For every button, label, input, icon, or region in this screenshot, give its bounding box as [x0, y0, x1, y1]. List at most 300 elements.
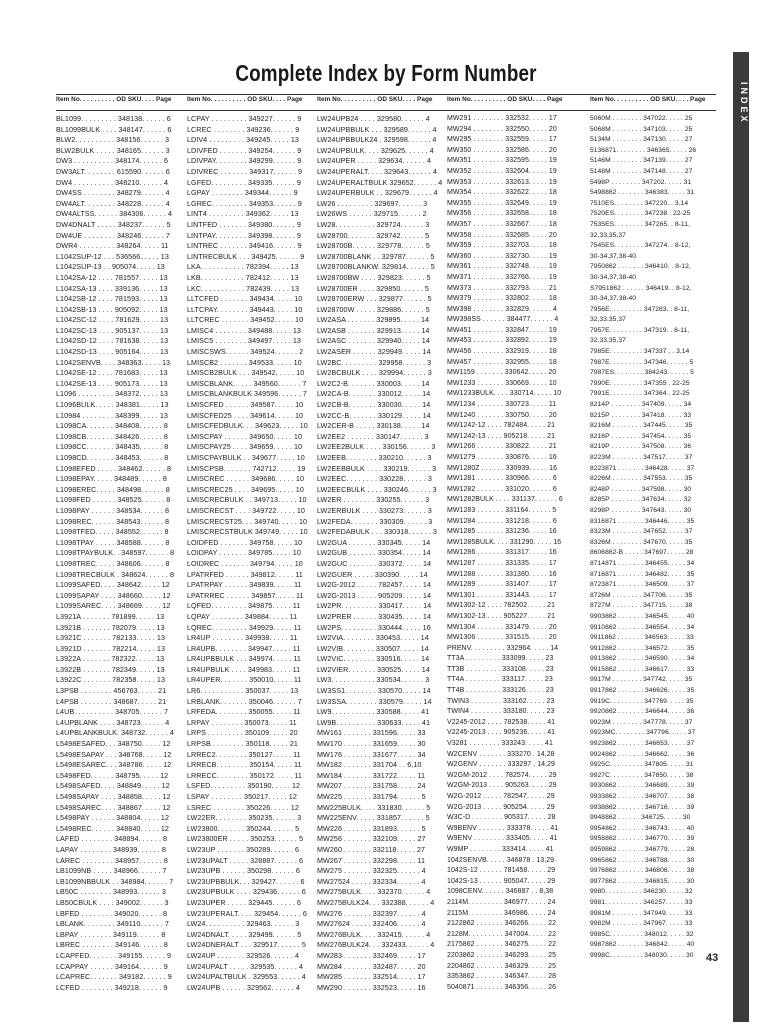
index-entry: 9987862 . . . . . . . 346842. . . . . 40 [590, 941, 695, 949]
index-entry: LMISC5 . . . . . . . . 349497. . . . . 13 [187, 336, 301, 346]
index-entry: L1042SUP-13 . . 905074. . . . . 13 [56, 262, 165, 272]
index-entry: LW2CA-B. . . . . . . 330012. . . . . 14 [317, 389, 431, 399]
index-entry: MW225BULK. . . . 331830. . . . . . 5 [317, 802, 431, 812]
index-entry: MW356 . . . . . . . . 332658. . . . . 18 [447, 210, 557, 218]
index-entry: LW2CB-B. . . . . . . 330030. . . . . 14 [317, 400, 431, 410]
index-entry: MW358 . . . . . . . . 332685. . . . . 20 [447, 231, 557, 239]
index-entry: LW23800. . . . . . . 350244. . . . . . 5 [187, 823, 300, 833]
index-entry: LCAPPAY . . . . . . 349164. . . . . . 9 [56, 961, 168, 971]
index-entry: LRPAY . . . . . . . . 350073. . . . . 11 [187, 717, 297, 727]
index-entry: LW23UPBBULK. . . 329427. . . . . . 6 [187, 876, 305, 886]
index-entry: 7985E. . . . . . . . . 347337 . . 3,14 [590, 348, 690, 356]
index-entry: LW2GUC . . . . . . . 330372. . . . . 14 [317, 558, 432, 568]
index-entry: LRRECB. . . . . . . . 350154. . . . . 11 [187, 760, 302, 770]
index-entry: S7951862 . . . . . . 346419. . 8-12, [590, 284, 692, 292]
index-entry: MW176 . . . . . . . 331677. . . . . 34 [317, 749, 426, 759]
index-entry: 30-34,37,38-40 [590, 295, 637, 303]
index-entry: TT4A . . . . . . . . . 333117. . . . . 23 [447, 676, 553, 684]
index-entry: L3921B . . . . . . . 782079. . . . . 13 [56, 622, 165, 632]
index-entry: L1042SE-12 . . . . 781683. . . . . 13 [56, 368, 168, 378]
index-entry: LSPAY . . . . . . . . 350217. . . . . 12 [187, 792, 297, 801]
index-entry: MW360 . . . . . . . . 332730. . . . . 19 [447, 252, 557, 260]
index-entry: MW1159 . . . . . . . 330642. . . . . 20 [447, 369, 557, 377]
index-entry: LW23800ER . . . . . 350253. . . . . . 5 [187, 834, 304, 844]
index-entry: LW2G-2012 . . . . . 782457. . . . . 14 [317, 580, 432, 590]
index-entry: MW359 . . . . . . . . 332703. . . . . 18 [447, 242, 557, 250]
index-entry: L3921C . . . . . . . 782133. . . . . 13 [56, 633, 166, 643]
index-entry: MW398SS . . . . . . 384477. . . . . . 4 [447, 316, 559, 324]
index-entry: L1098TPAYBULK. . 348597. . . . . . 8 [56, 548, 175, 558]
index-entry: 7987ES. . . . . . . . 384243. . . . . . 5 [590, 369, 694, 377]
index-entry: LDIVPAY. . . . . . . . 349299. . . . . . 9 [187, 156, 302, 166]
index-entry: LW24UPERBULK . . 329679. . . . . . 4 [317, 188, 438, 198]
index-entry: MW1304 . . . . . . . 331479. . . . . 20 [447, 623, 557, 631]
index-entry: 9927C. . . . . . . . . 347850. . . . . 38 [590, 771, 694, 779]
index-entry: LW28700BLANK . . 329787. . . . . . 5 [317, 251, 435, 261]
index-entry: LW2GUB . . . . . . . 330354. . . . . 14 [317, 548, 431, 558]
index-entry: 9917M . . . . . . . . 347742. . . . . 35 [590, 676, 693, 684]
index-entry: 8726M . . . . . . . . 347706. . . . . 35 [590, 591, 693, 599]
index-entry: L5498ESAFED. . . 348750. . . . . 12 [56, 739, 171, 749]
index-entry: LB50C . . . . . . . . 348993. . . . . . 3 [56, 887, 166, 897]
index-entry: LW24UPALTBULK . 329553. . . . . . 4 [187, 972, 306, 982]
index-entry: LW2ASER . . . . . . 329949. . . . . 14 [317, 347, 431, 357]
index-entry: TT4B . . . . . . . . . 333126. . . . . 23 [447, 687, 554, 695]
index-entry: LW26WS . . . . . . 329715. . . . . . 2 [317, 209, 427, 219]
index-entry: LRREC2. . . . . . . . 350127. . . . . 11 [187, 749, 301, 759]
index-entry: 1098CENV. . . . . . 346887 . . 8,38 [447, 888, 554, 896]
index-entry: MW350 . . . . . . . . 332586. . . . . 20 [447, 146, 557, 154]
index-entry: LDIVFED . . . . . . . 349254. . . . . . 9 [187, 145, 302, 155]
index-entry: BLW2BULK . . . . . 348165. . . . . . 3 [56, 145, 170, 155]
index-entry: L5498FED. . . . . . 348795. . . . . 12 [56, 770, 169, 780]
index-entry: LW2EECBULK . . . . 330246. . . . . . 3 [317, 484, 437, 494]
index-entry: L3921A . . . . . . . 781899. . . . . 13 [56, 611, 165, 621]
index-entry: LPATRREC . . . . . . 349857. . . . . 11 [187, 590, 304, 600]
index-entry: MW276 . . . . . . . 332397. . . . . . 4 [317, 908, 426, 918]
index-entry: L5498SAREC. . . . 348867. . . . . 12 [56, 802, 171, 812]
index-entry: LW24DNERALT . . . 329517. . . . . . 5 [187, 940, 306, 950]
index-entry: LKC. . . . . . . . . . . 782439. . . . . 13 [187, 283, 300, 293]
index-entry: LGPAY . . . . . . . . 349344. . . . . . 9 [187, 188, 298, 198]
index-entry: 9919C. . . . . . . . . 347769. . . . . 35 [590, 697, 694, 705]
index-entry: L5498ESAREC. . . 348786. . . . . 12 [56, 760, 172, 770]
index-entry: MW291 . . . . . . . . 332532. . . . . 17 [447, 115, 557, 122]
index-entry: LW24UPER . . . . . 329634. . . . . . 4 [317, 156, 432, 166]
index-entry: 9903862 . . . . . . . 346545. . . . . 40 [590, 612, 695, 620]
index-entry: LW2VIC. . . . . . . . 330516. . . . . 14 [317, 654, 430, 664]
index-entry: MW283 . . . . . . . 332469. . . . . 17 [317, 950, 426, 960]
index-entry: L1098REC. . . . . . 348543. . . . . . 8 [56, 516, 170, 526]
index-entry: W2GENV . . . . . . . 333297 . 14,29 [447, 761, 555, 769]
index-entry: MW1301 . . . . . . . 331443. . . . . 17 [447, 591, 557, 599]
index-entry: LW2CER-B . . . . . 330138. . . . . 14 [317, 421, 430, 431]
index-entry: L1096 . . . . . . . . . 348372. . . . . 13 [56, 389, 168, 399]
index-entry: L1042SUP-12 . . . 536566. . . . . 13 [56, 251, 169, 261]
index-entry: W2GM-2013 . . . . 905263. . . . . 29 [447, 782, 557, 790]
index-entry: LW28700W . . . . . 329886. . . . . . 5 [317, 304, 430, 314]
index-entry: LMISCB2BULK . . . 349542. . . . . 10 [187, 368, 305, 378]
index-entry: DWR4 . . . . . . . . . 348264. . . . . 11 [56, 241, 169, 251]
index-entry: LDIV4 . . . . . . . . . 349245. . . . . 13 [187, 135, 299, 145]
index-entry: L1098EREC. . . . . 348498. . . . . . 8 [56, 484, 170, 494]
index-entry: L1098TFED. . . . . 348552. . . . . . 8 [56, 527, 169, 537]
index-entry: LW28700. . . . . . . 329742. . . . . . 5 [317, 230, 430, 240]
column-header-row [56, 96, 716, 110]
index-entry: 8248P . . . . . . . . 347598. . . . . 30 [590, 485, 692, 493]
index-entry: L1042SENVB. . . . 348363. . . . . 13 [56, 357, 171, 367]
index-entry: LSREC . . . . . . . . 350226. . . . . 12 [187, 802, 299, 812]
index-entry: DW4ALT. . . . . . . . 348228. . . . . . 4 [56, 198, 170, 208]
index-entry: MW1282 . . . . . . . 331020. . . . . . 6 [447, 485, 557, 493]
index-entry: LMISCFED . . . . . . 349587. . . . . 10 [187, 400, 304, 410]
index-entry: LBPAY . . . . . . . . 349119. . . . . . 8 [56, 929, 166, 939]
index-entry: BL1099BULK . . . . 348147. . . . . . 6 [56, 124, 172, 134]
index-entry: 2203862 . . . . . . . 346293. . . . . 25 [447, 951, 557, 959]
index-column-1 [56, 114, 182, 993]
page-number: 43 [706, 952, 719, 964]
index-entry: 5040871 . . . . . . . 346356. . . . . 26 [447, 983, 557, 991]
index-entry: DW4 . . . . . . . . . . 348210. . . . . . 4 [56, 177, 169, 187]
index-entry: LW2BC. . . . . . . . . 329958. . . . . . 3 [317, 357, 432, 367]
index-entry: L1042SC-12 . . . . 781629. . . . . 13 [56, 315, 169, 325]
index-entry: 7950862 . . . . . . . 346410. . 8-12, [590, 263, 691, 271]
index-entry: L1098CC. . . . . . . 348435. . . . . . 8 [56, 442, 169, 452]
index-entry: BL1099. . . . . . . . . 348138. . . . . . 6 [56, 114, 171, 123]
index-entry: LOIDPAY . . . . . . . 349785. . . . . 10 [187, 548, 301, 558]
index-entry: MW284 . . . . . . . 332487. . . . . 20 [317, 961, 426, 971]
index-entry: L1042SC-13 . . . . 905137. . . . . 13 [56, 325, 169, 335]
index-entry: LR4UPB. . . . . . . . 349947. . . . . 11 [187, 643, 301, 653]
index-entry: W2G-2012 . . . . . 782547. . . . . 29 [447, 793, 555, 800]
index-entry: MW1287 . . . . . . . 331335. . . . . 17 [447, 559, 557, 567]
index-entry: LOIDREC . . . . . . . 349794. . . . . 10 [187, 558, 303, 568]
index-entry: MW379 . . . . . . . . 332802. . . . . 18 [447, 295, 557, 303]
index-entry: LW2G-2013 . . . . . 905209. . . . . 14 [317, 590, 432, 600]
index-entry: 7956E. . . . . . . . . 347283. . 8-11, [590, 305, 690, 313]
index-entry: 2114M. . . . . . . . . 346977. . . . . 24 [447, 898, 556, 906]
index-entry: 9923M . . . . . . . . 347778. . . . . 37 [590, 718, 693, 726]
index-entry: LW24UPBULK. . . . 329625. . . . . . 4 [317, 145, 434, 155]
index-entry: 8323M . . . . . . . . 347652. . . . . 37 [590, 528, 693, 536]
index-entry: MW275 . . . . . . . 332325. . . . . . 4 [317, 866, 426, 876]
index-entry: 8219P . . . . . . . . 347508. . . . . 36 [590, 443, 692, 451]
index-entry: LRRECC. . . . . . . . 350172. . . . . 11 [187, 770, 302, 780]
index-entry: 8223871 . . . . . . . 346428. . . . . 37 [590, 464, 695, 472]
index-entry: MW294 . . . . . . . . 332550. . . . . 20 [447, 125, 557, 133]
index-entry: MW290 . . . . . . . 332523. . . . . 16 [317, 982, 426, 992]
index-entry: LMISCREC . . . . . . 349686. . . . . 10 [187, 474, 304, 484]
index-entry: L3922A . . . . . . . 782322. . . . . 13 [56, 654, 165, 664]
index-entry: L1098CD. . . . . . . 348453. . . . . . 8 [56, 453, 169, 462]
index-entry: L5498REC. . . . . . 348840. . . . . 12 [56, 823, 169, 833]
index-column-3 [317, 114, 443, 993]
index-entry: MW451 . . . . . . . . 332847. . . . . 19 [447, 326, 557, 334]
index-entry: LQREC. . . . . . . . . 349929. . . . . 11 [187, 622, 302, 632]
index-entry: LR4UP . . . . . . . . 349938. . . . . 11 [187, 633, 298, 643]
index-entry: MW275BULK24. . . 332388. . . . . . 4 [317, 897, 435, 907]
index-entry: MW256 . . . . . . . 332109. . . . . 27 [317, 834, 426, 844]
index-entry: 8716871 . . . . . . . 346482. . . . . 35 [590, 570, 695, 578]
index-entry: 9920862 . . . . . . . 346644. . . . . 36 [590, 708, 695, 716]
index-entry: LR4UPBULK . . . . 349983. . . . . 11 [187, 664, 301, 674]
column-header-1: Item No. . . . . . . . . . OD SKU. . . . Page [56, 96, 172, 103]
index-entry: LW23UP . . . . . . . 350289. . . . . . 6 [187, 844, 299, 854]
index-entry: BLW2. . . . . . . . . . 348156. . . . . . 3 [56, 135, 170, 145]
index-entry: MW1285 . . . . . . . 331236. . . . . 16 [447, 528, 557, 536]
index-entry: 7987E. . . . . . . . . 347346. . . . . . 5 [590, 358, 694, 366]
index-entry: L5498SAFED. . . . 348849. . . . . 12 [56, 781, 170, 791]
index-entry: MW1284 . . . . . . . 331218. . . . . . 6 [447, 517, 557, 525]
index-entry: LW24UPERALT. . . . 329643. . . . . . 4 [317, 166, 437, 176]
index-entry: L1096BULK. . . . . 348381. . . . . 13 [56, 400, 169, 410]
index-entry: 5146M . . . . . . . . 347139. . . . . 27 [590, 157, 693, 165]
index-entry: MW357 . . . . . . . . 332667. . . . . 18 [447, 220, 557, 228]
index-entry: L10984 . . . . . . . . 348399. . . . . 13 [56, 410, 168, 420]
index-entry: 9985C. . . . . . . . . 348012. . . . . 32 [590, 930, 694, 938]
index-entry: 9977862 . . . . . . . 346815. . . . . 30 [590, 877, 695, 885]
index-entry: LMISCREC25 . . . . 349695. . . . . 10 [187, 484, 304, 494]
index-entry: LW24UPBBULK . . . 329589. . . . . . 4 [317, 124, 437, 134]
index-entry: LW2C2-B. . . . . . . 330003. . . . . 14 [317, 378, 430, 388]
index-entry: TWIN4 . . . . . . . . 333180. . . . . 23 [447, 708, 555, 716]
index-entry: 9930862 . . . . . . . 346689. . . . . 39 [590, 782, 695, 790]
index-entry: MW1266 . . . . . . . 330822. . . . . 21 [447, 443, 557, 451]
index-entry: V2245-2013 . . . . 905236. . . . . 41 [447, 729, 556, 737]
index-entry: LINTRECBULK . . . 349425. . . . . . 9 [187, 251, 305, 261]
index-entry: L5498SAPAY . . . . 348858. . . . . 12 [56, 792, 171, 801]
index-entry: MW373 . . . . . . . . 332793. . . . . 21 [447, 284, 557, 292]
index-entry: LINT4 . . . . . . . . . 349362. . . . . 13 [187, 209, 299, 219]
index-entry: LW22ER. . . . . . . . 350235. . . . . . 3 [187, 813, 302, 823]
index-entry: LBLANK. . . . . . . . 349110. . . . . . 7 [56, 919, 169, 929]
index-entry: LCAPREC. . . . . . . 349182. . . . . . 9 [56, 972, 172, 982]
column-header-5: Item No. . . . . . . . . . OD SKU. . . . Page [590, 96, 706, 103]
index-entry: MW456 . . . . . . . . 332919. . . . . 18 [447, 348, 557, 356]
index-entry: L1042SB-12 . . . . 781593. . . . . 13 [56, 294, 168, 304]
index-entry: 9933862 . . . . . . . 346707. . . . . 38 [590, 793, 695, 800]
index-entry: L4UPBLANK . . . . 348723. . . . . . 4 [56, 717, 170, 727]
index-entry: MW1302-12 . . . . 782502. . . . . 21 [447, 602, 556, 610]
index-entry: LW2VIER. . . . . . . 330525. . . . . 14 [317, 664, 430, 674]
index-entry: LW2EEB. . . . . . . . 330210. . . . . . 3 [317, 453, 432, 462]
index-entry: 8214P . . . . . . . . 347409. . . . . 34 [590, 401, 692, 409]
index-entry: LCREC . . . . . . . . 349236. . . . . . 9 [187, 124, 300, 134]
index-entry: V2245-2012 . . . . 782538. . . . . 41 [447, 718, 556, 726]
index-entry: 9948862 . . . . . . 346725. . . . . 30 [590, 814, 691, 822]
index-entry: W9ENV . . . . . . . . 333405. . . . . 41 [447, 835, 558, 843]
index-entry: LKA. . . . . . . . . . . 782394. . . . . 13 [187, 262, 299, 272]
index-entry: MW260 . . . . . . . 332118. . . . . 27 [317, 844, 426, 854]
index-entry: 5498862 . . . . . . . 346383. . . . . 31 [590, 189, 695, 197]
index-entry: LINTPAY. . . . . . . . 349398. . . . . . 9 [187, 230, 301, 240]
index-entry: DW4UE . . . . . . . . 348246. . . . . . 7 [56, 230, 170, 240]
index-entry: 9982M . . . . . . . . 347967. . . . . 33 [590, 920, 693, 928]
column-header-2: Item No. . . . . . . . . . OD SKU. . . . Page [187, 96, 303, 103]
index-entry: DW3 . . . . . . . . . . 348174. . . . . . 6 [56, 156, 169, 166]
index-entry: LMISCB2 . . . . . . . 349533. . . . . 10 [187, 357, 302, 367]
index-entry: 9981M . . . . . . . . 347949. . . . . 33 [590, 909, 693, 917]
index-entry: LW23UPERALT. . . . 329454. . . . . . 6 [187, 908, 307, 918]
index-entry: LAPAY . . . . . . . . 348939. . . . . . 8 [56, 844, 166, 854]
index-page [56, 52, 719, 1002]
index-entry: L5498PAY . . . . . . 348804. . . . . 12 [56, 813, 170, 823]
index-entry: 8285P . . . . . . . . 347634. . . . . 32 [590, 496, 692, 504]
index-entry: LW2FEDABULK . . . 330318. . . . . . 3 [317, 527, 437, 537]
index-entry: L4PSB . . . . . . . . 348687. . . . . 21 [56, 696, 167, 706]
index-entry: 5068M . . . . . . . . 347103. . . . . 25 [590, 125, 693, 133]
index-entry: LMISC4 . . . . . . . . 349488. . . . . 13 [187, 325, 301, 335]
index-entry: LRPSB . . . . . . . . 350118. . . . . 21 [187, 739, 298, 749]
index-entry: MW1242-13 . . . . 905218. . . . . 21 [447, 432, 556, 440]
index-entry: 8215P . . . . . . . . 347418. . . . . 33 [590, 411, 692, 419]
index-entry: 9980. . . . . . . . . . 346230. . . . . 32 [590, 888, 693, 896]
index-entry: L1042SA-13 . . . . 339136. . . . . 13 [56, 283, 168, 293]
index-entry: L1098TPAY . . . . . 348588. . . . . . 8 [56, 537, 170, 547]
index-entry: LW2ER . . . . . . . . 330255. . . . . . 3 [317, 495, 430, 505]
index-entry: W3C-D . . . . . . . . 905317. . . . . 28 [447, 814, 556, 822]
index-column-5 [590, 114, 719, 964]
index-entry: 9938862 . . . . . . . 346716. . . . . 39 [590, 803, 695, 811]
index-entry: L1042SD-13 . . . . 905164. . . . . 13 [56, 347, 169, 357]
index-entry: LR4UPER. . . . . . . 350010. . . . . 11 [187, 675, 302, 685]
index-entry: MW170 . . . . . . . 331659. . . . . 30 [317, 739, 426, 749]
index-entry: L1042SA-12 . . . . 781557. . . . . 13 [56, 272, 168, 282]
index-entry: 9915862 . . . . . . . 346617. . . . . 33 [590, 665, 695, 673]
index-entry: LSFED. . . . . . . . . 350190. . . . . 12 [187, 781, 301, 791]
index-entry: 7991E. . . . . . . . . 347364 . 22-25 [590, 390, 690, 398]
index-entry: 9924862 . . . . . . . 346662. . . . . 36 [590, 750, 695, 758]
index-entry: 32,33,35,37 [590, 316, 626, 324]
index-entry: 8298P . . . . . . . . 347643. . . . . 30 [590, 506, 692, 514]
index-entry: LLTCPAY. . . . . . . . 349443. . . . . 10 [187, 304, 303, 314]
index-entry: LDIVREC . . . . . . . 349317. . . . . . 9 [187, 166, 303, 176]
index-entry: LMISCPAY25 . . . . 349659. . . . . 10 [187, 442, 303, 452]
index-entry: L3PSB . . . . . . . . 456763. . . . . 21 [56, 686, 167, 696]
index-entry: DW4DNALT . . . . . 348237. . . . . . 5 [56, 219, 171, 229]
index-entry: LW28700B. . . . . . 329778. . . . . . 5 [317, 241, 430, 251]
index-entry: MW1233BULK. . . . 330714. . . . . 10 [447, 390, 562, 398]
index-entry: 9917862 . . . . . . . 346626. . . . . 35 [590, 687, 695, 695]
index-entry: 32,33,35,37 [590, 231, 626, 239]
index-entry: MW1279 . . . . . . . 330876. . . . . 16 [447, 454, 557, 461]
index-entry: 5148M . . . . . . . . 347148. . . . . 27 [590, 167, 693, 175]
index-entry: LMISCRECSTBULK 349749. . . . . 10 [187, 527, 308, 537]
index-column-4 [447, 114, 573, 993]
index-entry: L1098CA. . . . . . . 348408. . . . . . 8 [56, 421, 168, 431]
index-entry: L5498ESAPAY . . . 348768. . . . . 12 [56, 749, 172, 759]
index-entry: MW225 . . . . . . . 331794. . . . . . 5 [317, 792, 426, 801]
index-entry: 8226M . . . . . . . . 347553. . . . . 35 [590, 475, 693, 483]
index-entry: LMISCBLANKBULK 349596. . . . . . 7 [187, 389, 307, 399]
index-entry: DW3ALT. . . . . . . . 615590. . . . . . 6 [56, 166, 170, 176]
index-entry: LW24UPERALTBULK 329652. . . . . . 4 [317, 177, 443, 187]
index-entry: 2175862 . . . . . . . 346275. . . . . 22 [447, 941, 557, 949]
index-entry: LINTREC . . . . . . . 349416. . . . . . 9 [187, 241, 302, 251]
index-entry: L3922C . . . . . . . 782358. . . . . 13 [56, 675, 166, 685]
index-entry: LW28700ER . . . . 329850. . . . . . 5 [317, 283, 429, 293]
index-entry: MW1289 . . . . . . . 331407. . . . . 17 [447, 581, 557, 589]
index-entry: MW361 . . . . . . . . 332748. . . . . 19 [447, 263, 557, 271]
index-entry: 8723871 . . . . . . . 346509. . . . . 37 [590, 581, 695, 589]
index-entry: W2GM-2012 . . . . 782574. . . . . 29 [447, 771, 557, 779]
index-entry: LR6. . . . . . . . . . . 350037. . . . . 13 [187, 686, 299, 696]
index-entry: LW2EE2BULK . . . . 330156. . . . . . 3 [317, 442, 436, 452]
index-entry: LMISCFED25 . . . . 349614. . . . . 10 [187, 410, 304, 420]
index-entry: TWIN3 . . . . . . . . 333162. . . . . 23 [447, 697, 555, 705]
index-entry: 5134M . . . . . . . . 347130. . . . . 27 [590, 136, 693, 144]
index-entry: LCAPFED. . . . . . . 349155. . . . . . 9 [56, 950, 172, 960]
index-entry: LINTFED . . . . . . . 349380. . . . . . 9 [187, 219, 301, 229]
index-entry: 5060M . . . . . . . . 347022. . . . . 25 [590, 115, 693, 122]
column-header-3: Item No. . . . . . . . . . OD SKU. . . . Page [317, 96, 433, 103]
index-entry: 7545ES. . . . . . . . 347274. . 8-12, [590, 242, 691, 250]
index-entry: V3281 . . . . . . . . 333243. . . . . 41 [447, 740, 553, 748]
index-entry: L1099SAREC. . . . 348669. . . . . 12 [56, 601, 171, 611]
header-rule-top [56, 94, 716, 95]
index-entry: LCPAY . . . . . . . . . 349227. . . . . . 9 [187, 114, 302, 123]
index-entry: MW1282BULK . . . . 331137. . . . . . 6 [447, 496, 563, 504]
index-entry: 8727M . . . . . . . . 347715. . . . . 38 [590, 602, 693, 610]
index-entry: LW23UPER . . . . . 329445. . . . . . 6 [187, 897, 302, 907]
index-entry: LW2EEC. . . . . . . . 330228. . . . . . 3 [317, 474, 432, 484]
index-entry: LW23UPB . . . . . . 350298. . . . . . 6 [187, 866, 300, 876]
index-entry: LRPS . . . . . . . . . 350109. . . . . 20 [187, 728, 298, 738]
index-entry: 32,33,35,37 [590, 337, 626, 345]
index-side-tab [733, 52, 749, 1022]
index-entry: 9923862 . . . . . . . 346653. . . . . 37 [590, 740, 695, 748]
index-entry: MW182 . . . . . . . 331704 . . 6,10 [317, 760, 422, 770]
index-entry: 8216M . . . . . . . . 347445. . . . . 35 [590, 422, 693, 430]
index-entry: 9981. . . . . . . . . . 346257. . . . . 33 [590, 898, 693, 906]
index-entry: L1098EFED . . . . . 348462. . . . . . 8 [56, 463, 172, 473]
index-entry: LW2VIA. . . . . . . . 330453. . . . . 14 [317, 633, 429, 643]
index-entry: MW267 . . . . . . . 332298. . . . . 11 [317, 855, 426, 865]
index-entry: MW27624 . . . . . 332406. . . . . . 4 [317, 919, 426, 929]
index-entry: LW3SS1. . . . . . . . 330570. . . . . 14 [317, 686, 431, 696]
index-entry: LMISCSWS. . . . . . 349524. . . . . . 2 [187, 347, 304, 357]
index-entry: L1042SD-12 . . . . 781638. . . . . 13 [56, 336, 169, 346]
index-entry: 8714871 . . . . . . . 346455. . . . . 34 [590, 559, 695, 567]
index-entry: 8223M . . . . . . . . 347517. . . . . 37 [590, 454, 693, 461]
index-entry: LW2BCBULK . . . . 329994. . . . . . 3 [317, 368, 432, 378]
index-entry: LW28700ERW . . . 329877. . . . . . 5 [317, 294, 432, 304]
index-entry: LW24UPB . . . . . . 329562. . . . . . 4 [187, 982, 300, 992]
index-entry: LW2ASA . . . . . . . 329895. . . . . 14 [317, 315, 430, 325]
index-entry: LW2ASC . . . . . . . 329940. . . . . 14 [317, 336, 430, 346]
index-entry: LAFED . . . . . . . . 348894. . . . . . 8 [56, 834, 168, 844]
index-entry: 5498P . . . . . . . . 347202. . . . . 31 [590, 178, 692, 186]
index-entry: MW1286 . . . . . . . 331317. . . . . 16 [447, 549, 557, 557]
index-entry: MW371 . . . . . . . . 332766. . . . . 19 [447, 273, 557, 281]
index-entry: L1098CB. . . . . . . 348426. . . . . . 8 [56, 431, 168, 441]
index-entry: MW1233 . . . . . . . 330669. . . . . 10 [447, 379, 557, 387]
index-entry: MW355 . . . . . . . . 332649. . . . . 19 [447, 199, 557, 207]
index-entry: PRENV. . . . . . . . . 332964. . . . . 14 [447, 644, 559, 652]
index-entry: MW457 . . . . . . . . 332955. . . . . 18 [447, 358, 557, 366]
index-entry: MW184 . . . . . . . 331722. . . . . 11 [317, 770, 426, 780]
index-entry: 9913862 . . . . . . . 346590. . . . . 34 [590, 655, 695, 663]
index-entry: LW2EE2 . . . . . . . 330147. . . . . . 3 [317, 431, 429, 441]
index-entry: MW225ENV. . . . . 331857. . . . . . 5 [317, 813, 430, 823]
index-entry: W2G-2013 . . . . . 905254. . . . . 29 [447, 803, 555, 811]
index-entry: W9MP . . . . . . . . 333414. . . . . 41 [447, 845, 554, 853]
index-entry: 9959862 . . . . . . . 346779. . . . . 28 [590, 845, 695, 853]
index-entry: LW28700BLANKW. 329814. . . . . . 5 [317, 262, 435, 272]
index-entry: LW2ERBULK . . . . 330273. . . . . . 3 [317, 505, 432, 515]
index-entry: 9954862 . . . . . . . 346743. . . . . 40 [590, 824, 695, 832]
index-entry: LW24DNALT. . . . . 329499. . . . . . 5 [187, 929, 302, 939]
